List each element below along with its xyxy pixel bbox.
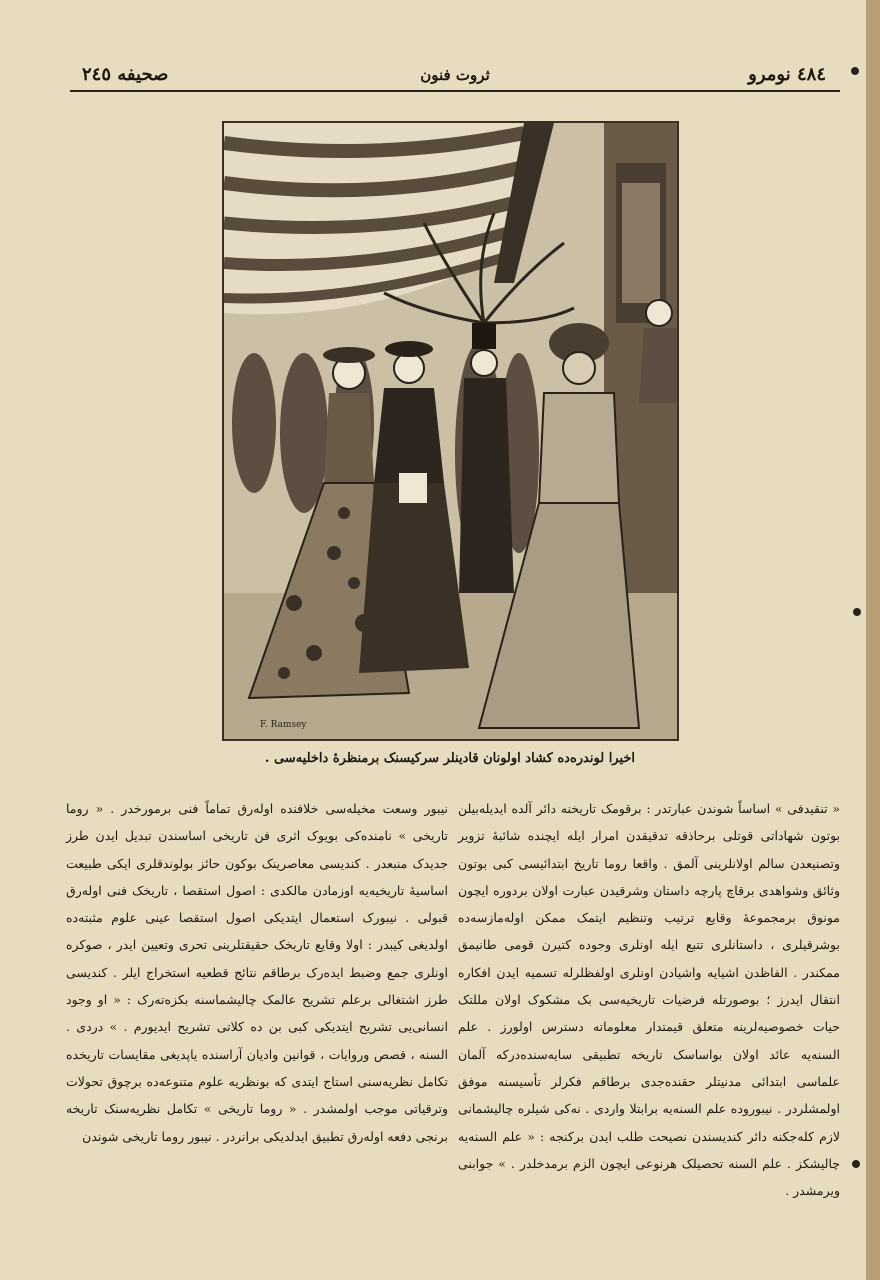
article-paragraph: « تنقیدفی » اساساً شوندن عبارتدر : برقومک تاریخنه دائر آلده ایدیله‌بیلن بوتون شهاداتی قوتلی برحاذقه تدقیقدن امرار ایله ایچنده شائبهٔ تزویر وتصنیعدن سالم اولانلرینی آلمق . واقعا روما تاریخ ابتدائیسی کبی بوتون وثائق وشواهدی برقاچ پارچه داستان وشرقیدن عبارت اولان بردوره ایچون مونوق برمجموعهٔ وقایع ترتیب وتنظیم ایتمک ممکن اوله‌مازسه‌ده بوشرقیلری ، داستانلری تتبع ایله اونلری وجوده کتیرن قومی طانیمق ممکندر . الفاظدن اشیایه واشیادن اونلری اولفظلرله تسمیه ایدن افکاره انتقال ایدرز ؛ بوصورتله فرضیات تاریخیه‌سی بک مشکوک اولان مللتک حیات خصوصیه‌لرینه متعلق قیمتدار معلوماته دسترس اولورز . علم السنه‌یه عائد اولان بواساسک تاریخه تطبیقی سایه‌سنده‌درکه آلمان علماسی ابتدائی مدنیتلر حقنده‌جدی برطاقم فکرلر تأسیسنه موفق اولمشلردر . نیبوروده علم السنه‌یه برابتلا واردی . نه‌کی شیلره چالیشمانی لازم کله‌جکنه دائر کندیسندن نصیحت طلب ایدن برکنجه : « علم السنه‌یه چالیشکز . علم السنه تحصیلک هرنوعی ایچون الزم برمدخلدر . » جوابنی ویرمشدر . <box>458 801 840 1199</box>
text-column-right <box>458 795 840 1204</box>
binding-hole <box>852 1160 860 1168</box>
artist-signature: F. Ramsey <box>260 720 307 730</box>
engraving-illustration <box>222 121 679 741</box>
page-header <box>70 62 840 92</box>
binding-hole <box>853 608 861 616</box>
illustration-caption: اخیرا لوندره‌ده کشاد اولونان قادینلر سرکیسنک برمنظرۀ داخلیه‌سی . <box>264 751 636 766</box>
journal-title: ثروت فنون <box>420 66 490 84</box>
page-number: صحیفه ٢٤٥ <box>82 64 169 85</box>
header-rule <box>70 90 840 92</box>
issue-number: ٤٨٤ نومرو <box>748 64 826 85</box>
page-edge <box>866 0 880 1280</box>
text-column-left <box>66 795 448 1150</box>
binding-hole <box>851 67 859 75</box>
article-paragraph: نیبور وسعت مخیله‌سی خلافنده اوله‌رق تماماً فنی برمورخدر . « روما تاریخی » نامنده‌کی بویوک اثری فن تاریخی اساسندن تبدیل ایدن طرز جدیدک منبعدر . کندیسی معاصرینک بوکون حائز بولوندقلری ایکی طبیعت اساسیهٔ تاریخیه‌یه اوزمادن مالکدی : اصول استقصا ، تاریخک فنی اوله‌رق قبولی . نیبورک استعمال ایتدیکی اصول استقصا عینی علوم مثبته‌ده اولدیغی کیبدر : اولا وقایع تاریخک حقیقتلرینی تحری وتعیین ایدر ، صوکره اونلری جمع وضبط ایده‌رک برطاقم نتائج قطعیه استخراج ایلر . کندیسی طرز اشتغالی برعلم تشریح عالمک چالیشماسنه بکزه‌ته‌رک : « او وجود انسانی‌یی تشریح ایتدیکی کبی بن ده کلاتی تشریح ایدیورم . » دردی . السنه ، قصص وروایات ، قوانین وادیان آراسنده یاپدیغی مقایسات تاریخده تکامل نظریه‌سنی استاج ایتدی که بونظریه علوم متنوعه‌ده برچوق تحولات وترقیاتی موجب اولمشدر . « روما تاریخی » تکامل نظریه‌سنک تاریخه برنجی دفعه اوله‌رق تطبیق ایدلدیکی برانردر . نیبور روما تاریخی شوندن <box>66 801 448 1144</box>
